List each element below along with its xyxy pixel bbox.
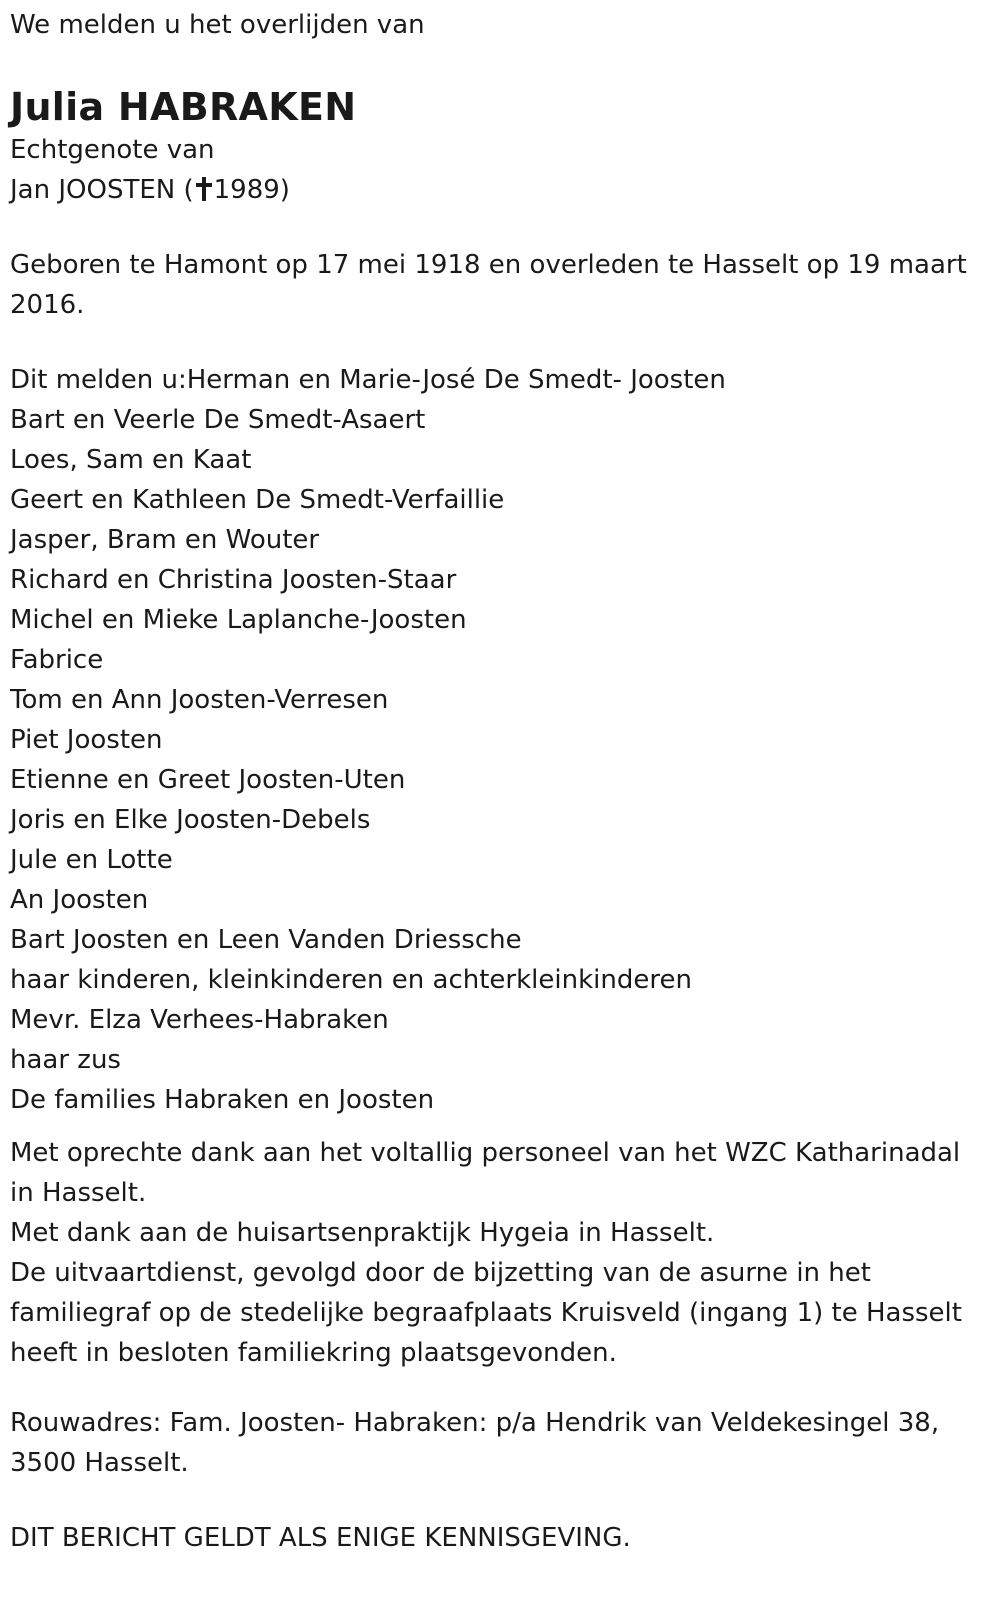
family-line: Joris en Elke Joosten-Debels xyxy=(10,805,371,835)
spouse-name: Jan JOOSTEN ( xyxy=(10,175,194,205)
spouse-label: Echtgenote van xyxy=(10,135,215,165)
spouse-death-year: 1989) xyxy=(213,175,290,205)
address-line: 3500 Hasselt. xyxy=(10,1448,189,1478)
family-line: Fabrice xyxy=(10,645,104,675)
family-list xyxy=(10,360,726,1120)
family-line: haar zus xyxy=(10,1045,121,1075)
mourning-address xyxy=(10,1403,939,1483)
family-line: Loes, Sam en Kaat xyxy=(10,445,252,475)
spouse-line xyxy=(10,170,290,210)
thanks-line: Met oprechte dank aan het voltallig personeel van het WZC Katharinadal xyxy=(10,1138,961,1168)
family-line: Geert en Kathleen De Smedt-Verfaillie xyxy=(10,485,505,515)
family-line: Tom en Ann Joosten-Verresen xyxy=(10,685,389,715)
sole-notice-text: DIT BERICHT GELDT ALS ENIGE KENNISGEVING. xyxy=(10,1523,631,1553)
family-line: Mevr. Elza Verhees-Habraken xyxy=(10,1005,389,1035)
deceased-name: Julia HABRAKEN xyxy=(10,85,357,129)
family-line: Dit melden u:Herman en Marie-José De Smedt- Joosten xyxy=(10,365,726,395)
birth-death-line: Geboren te Hamont op 17 mei 1918 en overleden te Hasselt op 19 maart xyxy=(10,250,967,280)
family-line: Etienne en Greet Joosten-Uten xyxy=(10,765,406,795)
family-line: Bart en Veerle De Smedt-Asaert xyxy=(10,405,426,435)
family-line: Jasper, Bram en Wouter xyxy=(10,525,320,555)
thanks-line: Met dank aan de huisartsenpraktijk Hygeia in Hasselt. xyxy=(10,1218,715,1248)
family-line: Jule en Lotte xyxy=(10,845,173,875)
family-line: Richard en Christina Joosten-Staar xyxy=(10,565,457,595)
cross-icon xyxy=(196,177,212,201)
family-line: Michel en Mieke Laplanche-Joosten xyxy=(10,605,467,635)
family-line: An Joosten xyxy=(10,885,149,915)
family-line: haar kinderen, kleinkinderen en achterkleinkinderen xyxy=(10,965,692,995)
address-line: Rouwadres: Fam. Joosten- Habraken: p/a Hendrik van Veldekesingel 38, xyxy=(10,1408,940,1438)
family-line: Bart Joosten en Leen Vanden Driessche xyxy=(10,925,522,955)
intro-text: We melden u het overlijden van xyxy=(10,10,425,40)
thanks-line: heeft in besloten familiekring plaatsgevonden. xyxy=(10,1338,617,1368)
family-line: De families Habraken en Joosten xyxy=(10,1085,435,1115)
spouse-section xyxy=(10,130,290,210)
thanks-section xyxy=(10,1133,962,1373)
thanks-line: familiegraf op de stedelijke begraafplaats Kruisveld (ingang 1) te Hasselt xyxy=(10,1298,962,1328)
notice-section xyxy=(10,1518,631,1558)
birth-death-line: 2016. xyxy=(10,290,85,320)
birth-death-section xyxy=(10,245,967,325)
thanks-line: De uitvaartdienst, gevolgd door de bijzetting van de asurne in het xyxy=(10,1258,871,1288)
family-line: Piet Joosten xyxy=(10,725,163,755)
thanks-line: in Hasselt. xyxy=(10,1178,147,1208)
